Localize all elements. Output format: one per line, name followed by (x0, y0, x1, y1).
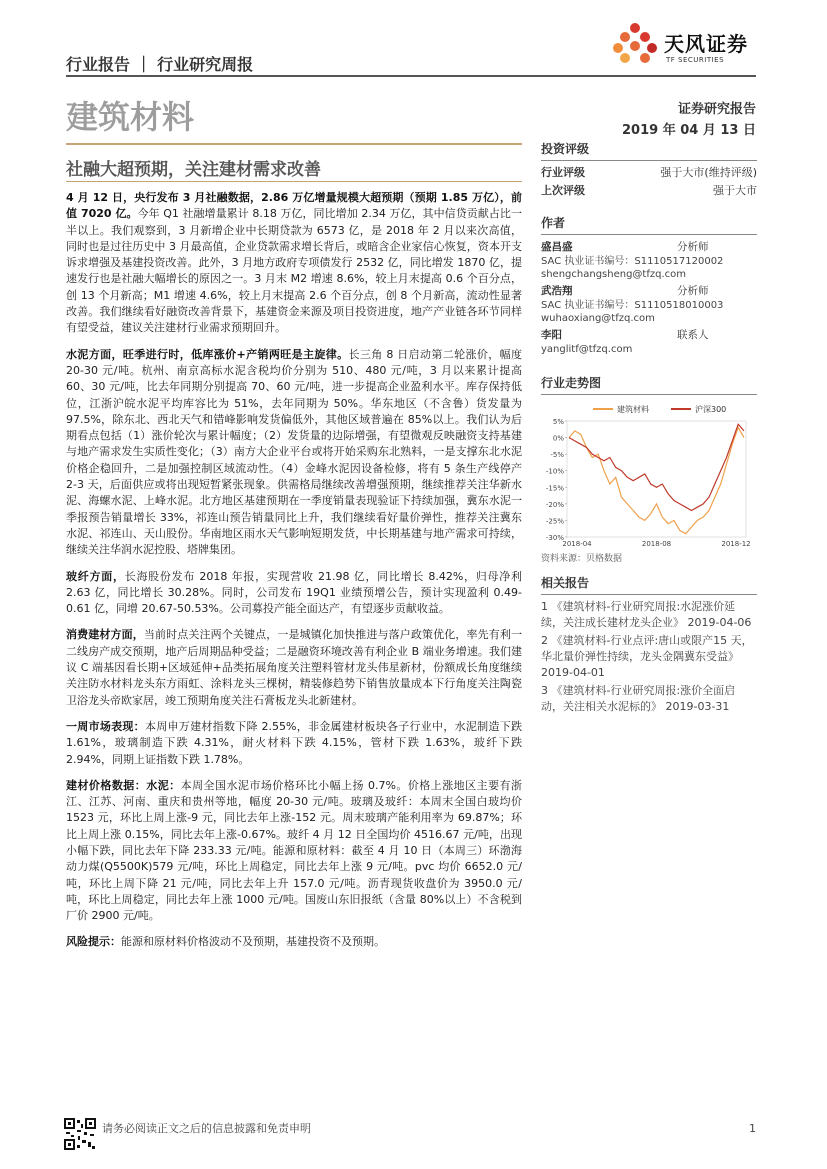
x-tick-label: 2018-08 (641, 540, 672, 548)
chart-title: 行业走势图 (541, 374, 757, 395)
paragraph-lead: 玻纤方面， (66, 569, 125, 583)
brand-name-en: TF SECURITIES (666, 56, 725, 64)
report-subtitle: 社融大超预期，关注建材需求改善 (66, 160, 321, 180)
brand-name-cn: 天风证券 (664, 32, 748, 56)
related-report-link[interactable]: 2 《建筑材料-行业点评:唐山或限产15 天，华北量价弹性持续，龙头金隅冀东受益》 2019-04-01 (541, 634, 753, 679)
legend-label: 建筑材料 (617, 405, 649, 414)
qr-code-icon (64, 1118, 96, 1150)
document-type: 行业报告 ｜ 行业研究周报 (66, 55, 254, 74)
rating-title: 投资评级 (541, 140, 757, 161)
rating-value: 强于大市(维持评级) (660, 166, 757, 179)
rating-value: 强于大市 (713, 184, 757, 197)
paragraph-lead: 消费建材方面， (66, 628, 144, 642)
related-report-link[interactable]: 1 《建筑材料-行业研究周报:水泥涨价延续，关注成长建材龙头企业》 2019-04-06 (541, 600, 752, 629)
top-divider (66, 75, 756, 77)
rating-row (541, 182, 757, 200)
x-tick-label: 2018-04 (562, 540, 592, 548)
related-report-link[interactable]: 3 《建筑材料-行业研究周报:涨价全面启动，关注相关水泥标的》 2019-03-31 (541, 684, 736, 713)
paragraph-text: 本周全国水泥市场价格环比小幅上扬 0.7%。价格上涨地区主要有浙江、江苏、河南、重庆和贵州等地，幅度 20-30 元/吨。玻璃及玻纤：本周末全国白玻均价 1523 元，环比上周上涨-9 元，同比去年上涨-152 元。周末玻璃产能利用率为 69.87%；环比上周上涨 0.15%，同比去年上涨-0.67%。玻纤 4 月 12 日全国均价 4516.67 元/吨，出现小幅下跌，同比去年下降 233.33 元/吨。能源和原材料：截至 4 月 10 日（本周三）环渤海动力煤(Q5500K)579 元/吨，环比上周稳定，同比去年上涨 9 元/吨。pvc 均价 6652.0 元/吨，环比上周下降 21 元/吨，同比去年上升 157.0 元/吨。沥青现货收盘价为 3950.0 元/吨，环比上周稳定，同比去年上涨 1000 元/吨。国废山东旧报纸（含量 80%以上）不含税到厂价 2900 元/吨。 (66, 778, 522, 923)
author-block (541, 240, 757, 281)
paragraph (66, 934, 522, 950)
paragraph-text: 本周申万建材指数下降 2.55%，非金属建材板块各子行业中，水泥制造下跌 1.61%，玻璃制造下跌 4.31%，耐火材料下跌 4.15%，管材下跌 1.63%，玻纤下跌 2.94%，同期上证指数下跌 1.78%。 (66, 719, 522, 766)
footer-disclaimer: 请务必阅读正文之后的信息披露和免责申明 (102, 1122, 311, 1135)
chart-plot-area (567, 421, 746, 537)
subtitle-divider (66, 181, 522, 182)
y-tick-label: -5% (550, 451, 564, 460)
page-number: 1 (749, 1122, 756, 1135)
author-cert: SAC 执业证书编号：S1110518010003 (541, 300, 724, 311)
author-email[interactable]: yanglitf@tfzq.com (541, 344, 633, 355)
author-block (541, 284, 757, 325)
related-title: 相关报告 (541, 574, 757, 595)
related-reports-section (541, 574, 757, 717)
chart-source: 资料来源：贝格数据 (541, 554, 623, 564)
author-email[interactable]: wuhaoxiang@tfzq.com (541, 313, 655, 324)
author-block (541, 328, 757, 356)
series-line-csi300 (569, 424, 744, 510)
series-line-building-materials (569, 428, 744, 534)
trend-chart-section (541, 374, 757, 564)
authors-section (541, 214, 757, 356)
title-divider (66, 143, 522, 145)
report-date: 2019 年 04 月 13 日 (622, 123, 756, 138)
paragraph (66, 190, 522, 337)
x-tick-label: 2018-12 (721, 540, 751, 548)
y-tick-label: -15% (545, 484, 564, 493)
authors-title: 作者 (541, 214, 757, 235)
author-role: 分析师 (677, 241, 709, 253)
paragraph (66, 719, 522, 768)
report-type: 证券研究报告 (677, 102, 756, 117)
rating-row (541, 164, 757, 182)
paragraph-text: 当前时点关注两个关键点，一是城镇化加快推进与落户政策优化，率先有利一二线房产成交预期，地产后周期品种受益；二是融资环境改善有利企业 B 端业务增速。我们建议 C 端基因看长期+区域延伸+品类拓展角度关注塑料管材龙头伟星新材，份额成长角度继续关注防水材料龙头东方雨虹、涂料龙头三棵树，精装修趋势下销售放量成本下行角度关注陶瓷卫浴龙头帝欧家居，竣工预期角度关注石膏板龙头北新建材。 (66, 628, 522, 707)
y-tick-label: -30% (545, 534, 564, 542)
paragraph (66, 569, 522, 618)
sector-title: 建筑材料 (66, 98, 195, 136)
paragraph-text: 长海股份发布 2018 年报，实现营收 21.98 亿，同比增长 8.42%，归母净利 2.63 亿，同比增长 30.28%。同时，公司发布 19Q1 业绩预增公告，预计实现盈利 0.49-0.61 亿，同增 20.67-50.53%。公司募投产能全面达产，有望逐步贡献收益。 (66, 569, 523, 616)
author-cert: SAC 执业证书编号：S1110517120002 (541, 256, 724, 267)
y-tick-label: -20% (545, 500, 564, 509)
paragraph (66, 778, 522, 925)
paragraph-text: 长三角 8 日启动第二轮涨价，幅度 20-30 元/吨。杭州、南京高标水泥含税均价分别为 510、480 元/吨，3 月以来累计提高 60、30 元/吨，比去年同期分别提高 70、60 元/吨，进一步提高企业盈利水平。库存保持低位，江浙沪皖水泥平均库容比为 51%，去年同期为 50%。华东地区（不含鲁）货发量为 97.5%，除东北、西北天气和错峰影响发货偏低外，其他区域普遍在 85%以上。我们认为后期看点包括（1）涨价轮次与累计幅度；（2）发货量的边际增强，有望微观反映融资支持基建与地产需求发生实质性变化；（3）南方大企业平台或将开始采购东北熟料，一是支撑东北水泥价格企稳回升，二是加强控制区域流动性。（4）金峰水泥因设备检修，将有 5 条生产线停产 2-3 天，后面供应或将出现短暂紧张现象。供需格局继续改善增强预期，继续推荐关注华新水泥、海螺水泥、上峰水泥。北方地区基建预期在一季度销量表现验证下持续加强，冀东水泥一季报预告销量增长 33%，祁连山预告销量同比上升，我们继续看好量价弹性，推荐关注冀东水泥、祁连山、天山股份。华南地区雨水天气影响短期发货，中长期基建与地产需求可持续，继续关注华润水泥控股、塔牌集团。 (66, 347, 522, 557)
author-email[interactable]: shengchangsheng@tfzq.com (541, 269, 686, 280)
author-name: 武浩翔 (541, 285, 573, 297)
y-tick-label: 5% (552, 418, 564, 426)
author-name: 李阳 (541, 329, 562, 341)
author-role: 分析师 (677, 285, 709, 297)
main-body (66, 190, 522, 961)
paragraph-lead: 风险提示： (66, 935, 121, 949)
rating-label: 行业评级 (541, 166, 585, 179)
y-tick-label: -25% (545, 517, 564, 526)
trend-chart (541, 399, 757, 549)
paragraph-text: 今年 Q1 社融增量累计 8.18 万亿，同比增加 2.34 万亿，其中信贷贡献占比一半以上。我们观察到，3 月新增企业中长期贷款为 6573 亿，是 2018 年 2 月以来次高值，同时也是过往历史中 3 月最高值，企业贷款需求增长背后，或暗含企业家信心恢复，资本开支诉求增强及基建投资改善。此外，3 月地方政府专项债发行 2532 亿，同比增发 1870 亿，提速发行也是社融大幅增长的原因之一。3 月末 M2 增速 8.6%，较上月末提高 0.6 个百分点，创 13 个月新高；M1 增速 4.6%，较上月末提高 2.6 个百分点，创 8 个月新高，流动性显著改善。我们继续看好融资改善背景下，基建资金来源及项目投资进度，地产产业链各环节同样有望受益，建议关注建材行业需求预期回升。 (66, 207, 522, 335)
paragraph-lead: 水泥方面，旺季进行时，低库涨价+产销两旺是主旋律。 (66, 347, 349, 361)
paragraph-lead: 一周市场表现： (66, 719, 145, 733)
legend-label: 沪深300 (695, 405, 727, 414)
paragraph (66, 347, 522, 559)
paragraph (66, 627, 522, 708)
paragraph-lead: 4 月 12 日，央行发布 3 月社融数据，2.86 万亿增量规模大超预期（预期 1.85 万亿），前值 7020 亿。 (66, 191, 522, 221)
y-tick-label: -10% (545, 467, 564, 476)
paragraph-lead: 建材价格数据：水泥： (66, 778, 181, 792)
author-name: 盛昌盛 (541, 241, 573, 253)
rating-label: 上次评级 (541, 184, 585, 197)
author-role: 联系人 (677, 329, 709, 341)
rating-section (541, 140, 757, 200)
paragraph-text: 能源和原材料价格波动不及预期，基建投资不及预期。 (121, 935, 385, 949)
tf-logo-mark-icon (612, 22, 658, 68)
y-tick-label: 0% (552, 434, 564, 443)
